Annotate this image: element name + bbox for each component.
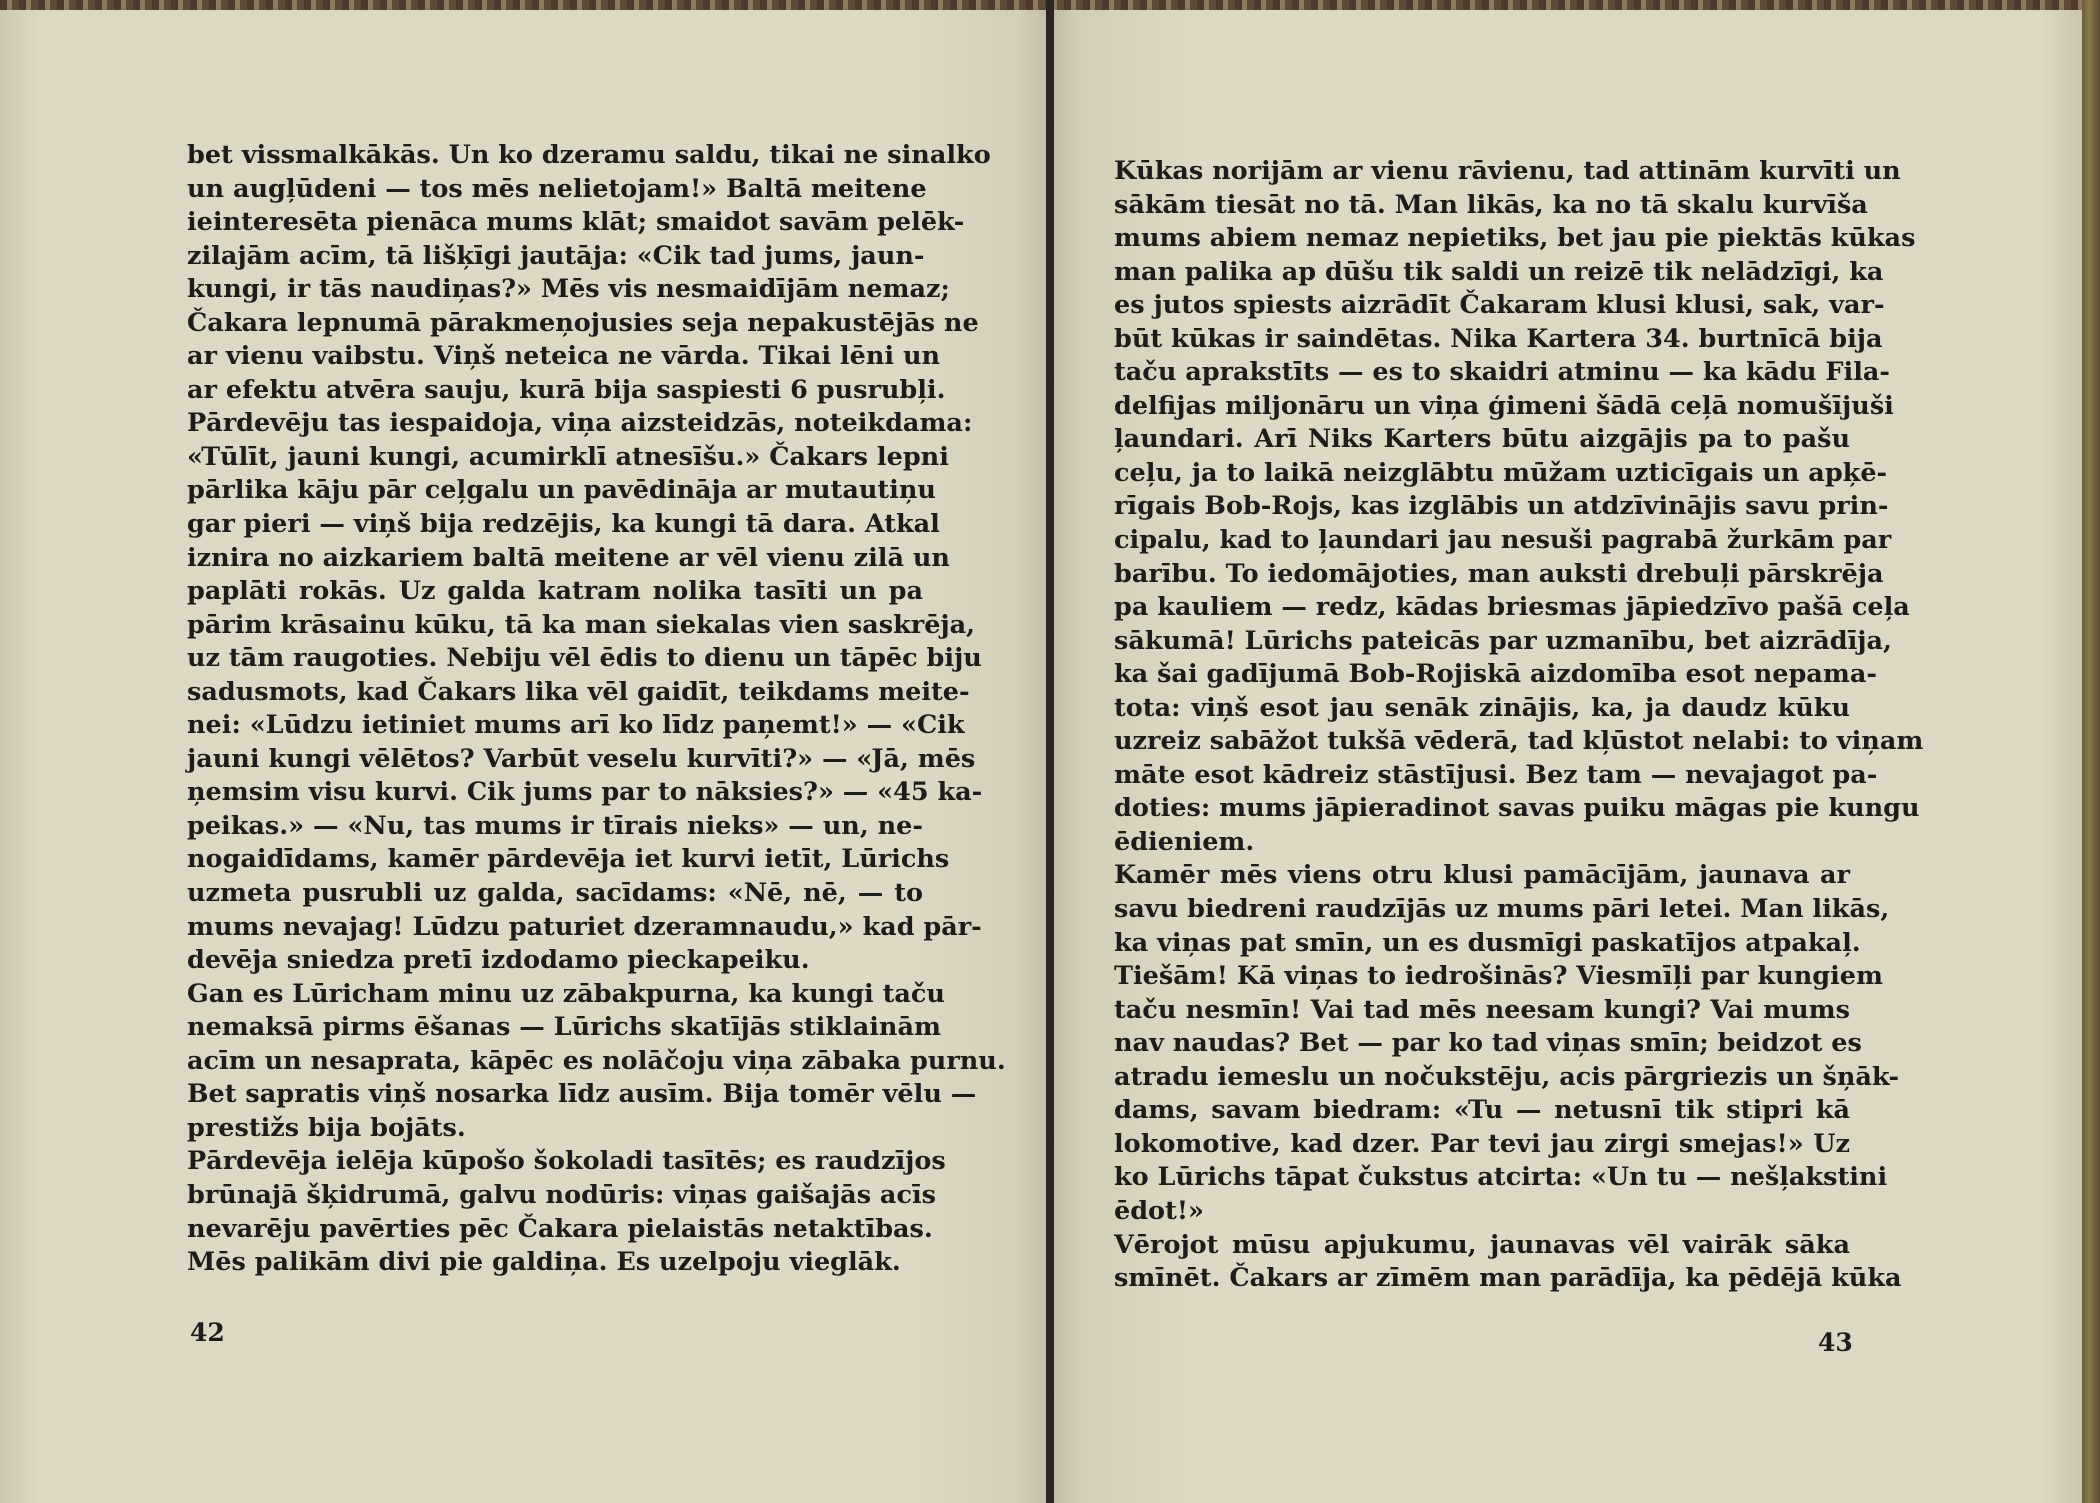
text-line: Kūkas norijām ar vienu rāvienu, tad attinām kurvīti un (1114, 156, 1901, 186)
left-page-number: 42 (190, 1318, 225, 1347)
text-line: iznira no aizkariem baltā meitene ar vēl vienu zilā un (187, 542, 950, 573)
text-line: ēdot!» (1114, 1195, 1204, 1226)
text-line: prestižs bija bojāts. (187, 1112, 466, 1143)
text-line: cipalu, kad to ļaundari jau nesuši pagrabā žurkām par (1114, 525, 1892, 556)
right-page-text (1114, 155, 1924, 1296)
text-line: pa kauliem — redz, kādas briesmas jāpiedzīvo pašā ceļa (1114, 592, 1910, 623)
text-line: pārlika kāju pār ceļgalu un pavēdināja ar mutautiņu (187, 475, 936, 506)
text-line: māte esot kādreiz stāstījusi. Bez tam — nevajagot pa- (1114, 759, 1878, 790)
text-line: ko Lūrichs tāpat čukstus atcirta: «Un tu — nešļakstini (1114, 1162, 1888, 1193)
text-line: man palika ap dūšu tik saldi un reizē tik nelādzīgi, ka (1114, 256, 1884, 287)
text-line: paplāti rokās. Uz galda katram nolika tasīti un pa (187, 576, 923, 607)
text-line: sākām tiesāt no tā. Man likās, ka no tā skalu kurvīša (1114, 189, 1868, 220)
text-line: Bet sapratis viņš nosarka līdz ausīm. Bija tomēr vēlu — (187, 1079, 977, 1110)
text-line: sadusmots, kad Čakars lika vēl gaidīt, teikdams meite- (187, 676, 970, 707)
text-line: «Tūlīt, jauni kungi, acumirklī atnesīšu.» Čakars lepni (187, 441, 949, 472)
text-line: ka šai gadījumā Bob-Rojiskā aizdomība esot nepama- (1114, 659, 1877, 690)
text-line: jauni kungi vēlētos? Varbūt veselu kurvīti?» — «Jā, mēs (187, 743, 976, 774)
text-line: Pārdevēju tas iespaidoja, viņa aizsteidzās, noteikdama: (187, 408, 973, 439)
text-line: tota: viņš esot jau senāk zinājis, ka, ja daudz kūku (1114, 692, 1850, 723)
text-line: brūnajā šķidrumā, galvu nodūris: viņas gaišajās acīs (187, 1179, 937, 1210)
text-line: barību. To iedomājoties, man auksti drebuļi pārskrēja (1114, 558, 1884, 589)
text-line: mums abiem nemaz nepietiks, bet jau pie piektās kūkas (1114, 223, 1916, 254)
text-line: Vērojot mūsu apjukumu, jaunavas vēl vairāk sāka (1114, 1229, 1850, 1260)
text-line: nevarēju pavērties pēc Čakara pielaistās netaktības. (187, 1213, 933, 1244)
text-line: kungi, ir tās naudiņas?» Mēs vis nesmaidījām nemaz; (187, 274, 950, 305)
text-line: ka viņas pat smīn, un es dusmīgi paskatījos atpakaļ. (1114, 927, 1861, 958)
text-line: uz tām raugoties. Nebiju vēl ēdis to dienu un tāpēc biju (187, 643, 982, 674)
text-line: atradu iemeslu un nočukstēju, acis pārgriezis un šņāk- (1114, 1061, 1900, 1092)
text-line: Pārdevēja ielēja kūpošo šokoladi tasītēs; es raudzījos (187, 1146, 946, 1177)
text-line: gar pieri — viņš bija redzējis, ka kungi tā dara. Atkal (187, 509, 940, 540)
text-line: pārim krāsainu kūku, tā ka man siekalas vien saskrēja, (187, 609, 976, 640)
book-cover-edge (2082, 0, 2100, 1503)
text-line: doties: mums jāpieradinot savas puiku māgas pie kungu (1114, 793, 1920, 824)
text-line: zilajām acīm, tā lišķīgi jautāja: «Cik tad jums, jaun- (187, 240, 925, 271)
left-page-text (187, 139, 1006, 1280)
text-line: Kamēr mēs viens otru klusi pamācījām, jaunava ar (1114, 860, 1850, 891)
text-line: nogaidīdams, kamēr pārdevēja iet kurvi ietīt, Lūrichs (187, 844, 950, 875)
text-line: Čakara lepnumā pārakmeņojusies seja nepakustējās ne (187, 307, 979, 338)
text-line: devēja sniedza pretī izdodamo pieckapeiku. (187, 945, 810, 976)
text-line: nemaksā pirms ēšanas — Lūrichs skatījās stiklainām (187, 1012, 941, 1043)
text-line: acīm un nesaprata, kāpēc es nolāčoju viņa zābaka purnu. (187, 1045, 1006, 1076)
text-line: delfijas miljonāru un viņa ģimeni šādā ceļā nomušījuši (1114, 390, 1894, 421)
text-line: ļaundari. Arī Niks Karters būtu aizgājis pa to pašu (1114, 424, 1850, 455)
text-line: ceļu, ja to laikā neizglābtu mūžam uzticīgais un apķē- (1114, 457, 1888, 488)
text-line: taču aprakstīts — es to skaidri atminu — ka kādu Fila- (1114, 357, 1891, 388)
text-line: uzmeta pusrubli uz galda, sacīdams: «Nē, nē, — to (187, 878, 923, 909)
text-line: bet vissmalkākās. Un ko dzeramu saldu, tikai ne sinalko (187, 140, 991, 170)
text-line: un augļūdeni — tos mēs nelietojam!» Baltā meitene (187, 173, 927, 204)
text-line: Tiešām! Kā viņas to iedrošinās? Viesmīļi par kungiem (1114, 961, 1883, 992)
text-line: ar efektu atvēra sauju, kurā bija saspiesti 6 pusrubļi. (187, 374, 946, 405)
text-line: es jutos spiests aizrādīt Čakaram klusi klusi, sak, var- (1114, 290, 1885, 321)
text-line: Gan es Lūricham minu uz zābakpurna, ka kungi taču (187, 978, 945, 1009)
text-line: ar vienu vaibstu. Viņš neteica ne vārda. Tikai lēni un (187, 341, 941, 372)
text-line: ņemsim visu kurvi. Cik jums par to nāksies?» — «45 ka- (187, 777, 983, 808)
text-line: ieinteresēta pienāca mums klāt; smaidot savām pelēk- (187, 207, 965, 238)
text-line: peikas.» — «Nu, tas mums ir tīrais nieks» — un, ne- (187, 810, 923, 841)
text-line: smīnēt. Čakars ar zīmēm man parādīja, ka pēdējā kūka (1114, 1263, 1902, 1294)
text-line: savu biedreni raudzījās uz mums pāri letei. Man likās, (1114, 894, 1890, 925)
text-line: ēdieniem. (1114, 826, 1255, 857)
text-line: rīgais Bob-Rojs, kas izglābis un atdzīvinājis savu prin- (1114, 491, 1889, 522)
text-line: nav naudas? Bet — par ko tad viņas smīn; beidzot es (1114, 1028, 1862, 1059)
text-line: sākumā! Lūrichs pateicās par uzmanību, bet aizrādīja, (1114, 625, 1892, 656)
text-line: Mēs palikām divi pie galdiņa. Es uzelpoju vieglāk. (187, 1247, 901, 1278)
text-line: dams, savam biedram: «Tu — netusnī tik stipri kā (1114, 1095, 1850, 1126)
text-line: būt kūkas ir saindētas. Nika Kartera 34. burtnīcā bija (1114, 323, 1883, 354)
text-line: lokomotive, kad dzer. Par tevi jau zirgi smejas!» Uz (1114, 1128, 1850, 1159)
text-line: taču nesmīn! Vai tad mēs neesam kungi? Vai mums (1114, 994, 1850, 1025)
text-line: uzreiz sabāžot tukšā vēderā, tad kļūstot nelabi: to viņam (1114, 726, 1924, 757)
text-line: nei: «Lūdzu ietiniet mums arī ko līdz paņemt!» — «Cik (187, 710, 965, 741)
right-page-number: 43 (1818, 1328, 1853, 1357)
book-gutter (1046, 0, 1054, 1503)
text-line: mums nevajag! Lūdzu paturiet dzeramnaudu,» kad pār- (187, 911, 982, 942)
